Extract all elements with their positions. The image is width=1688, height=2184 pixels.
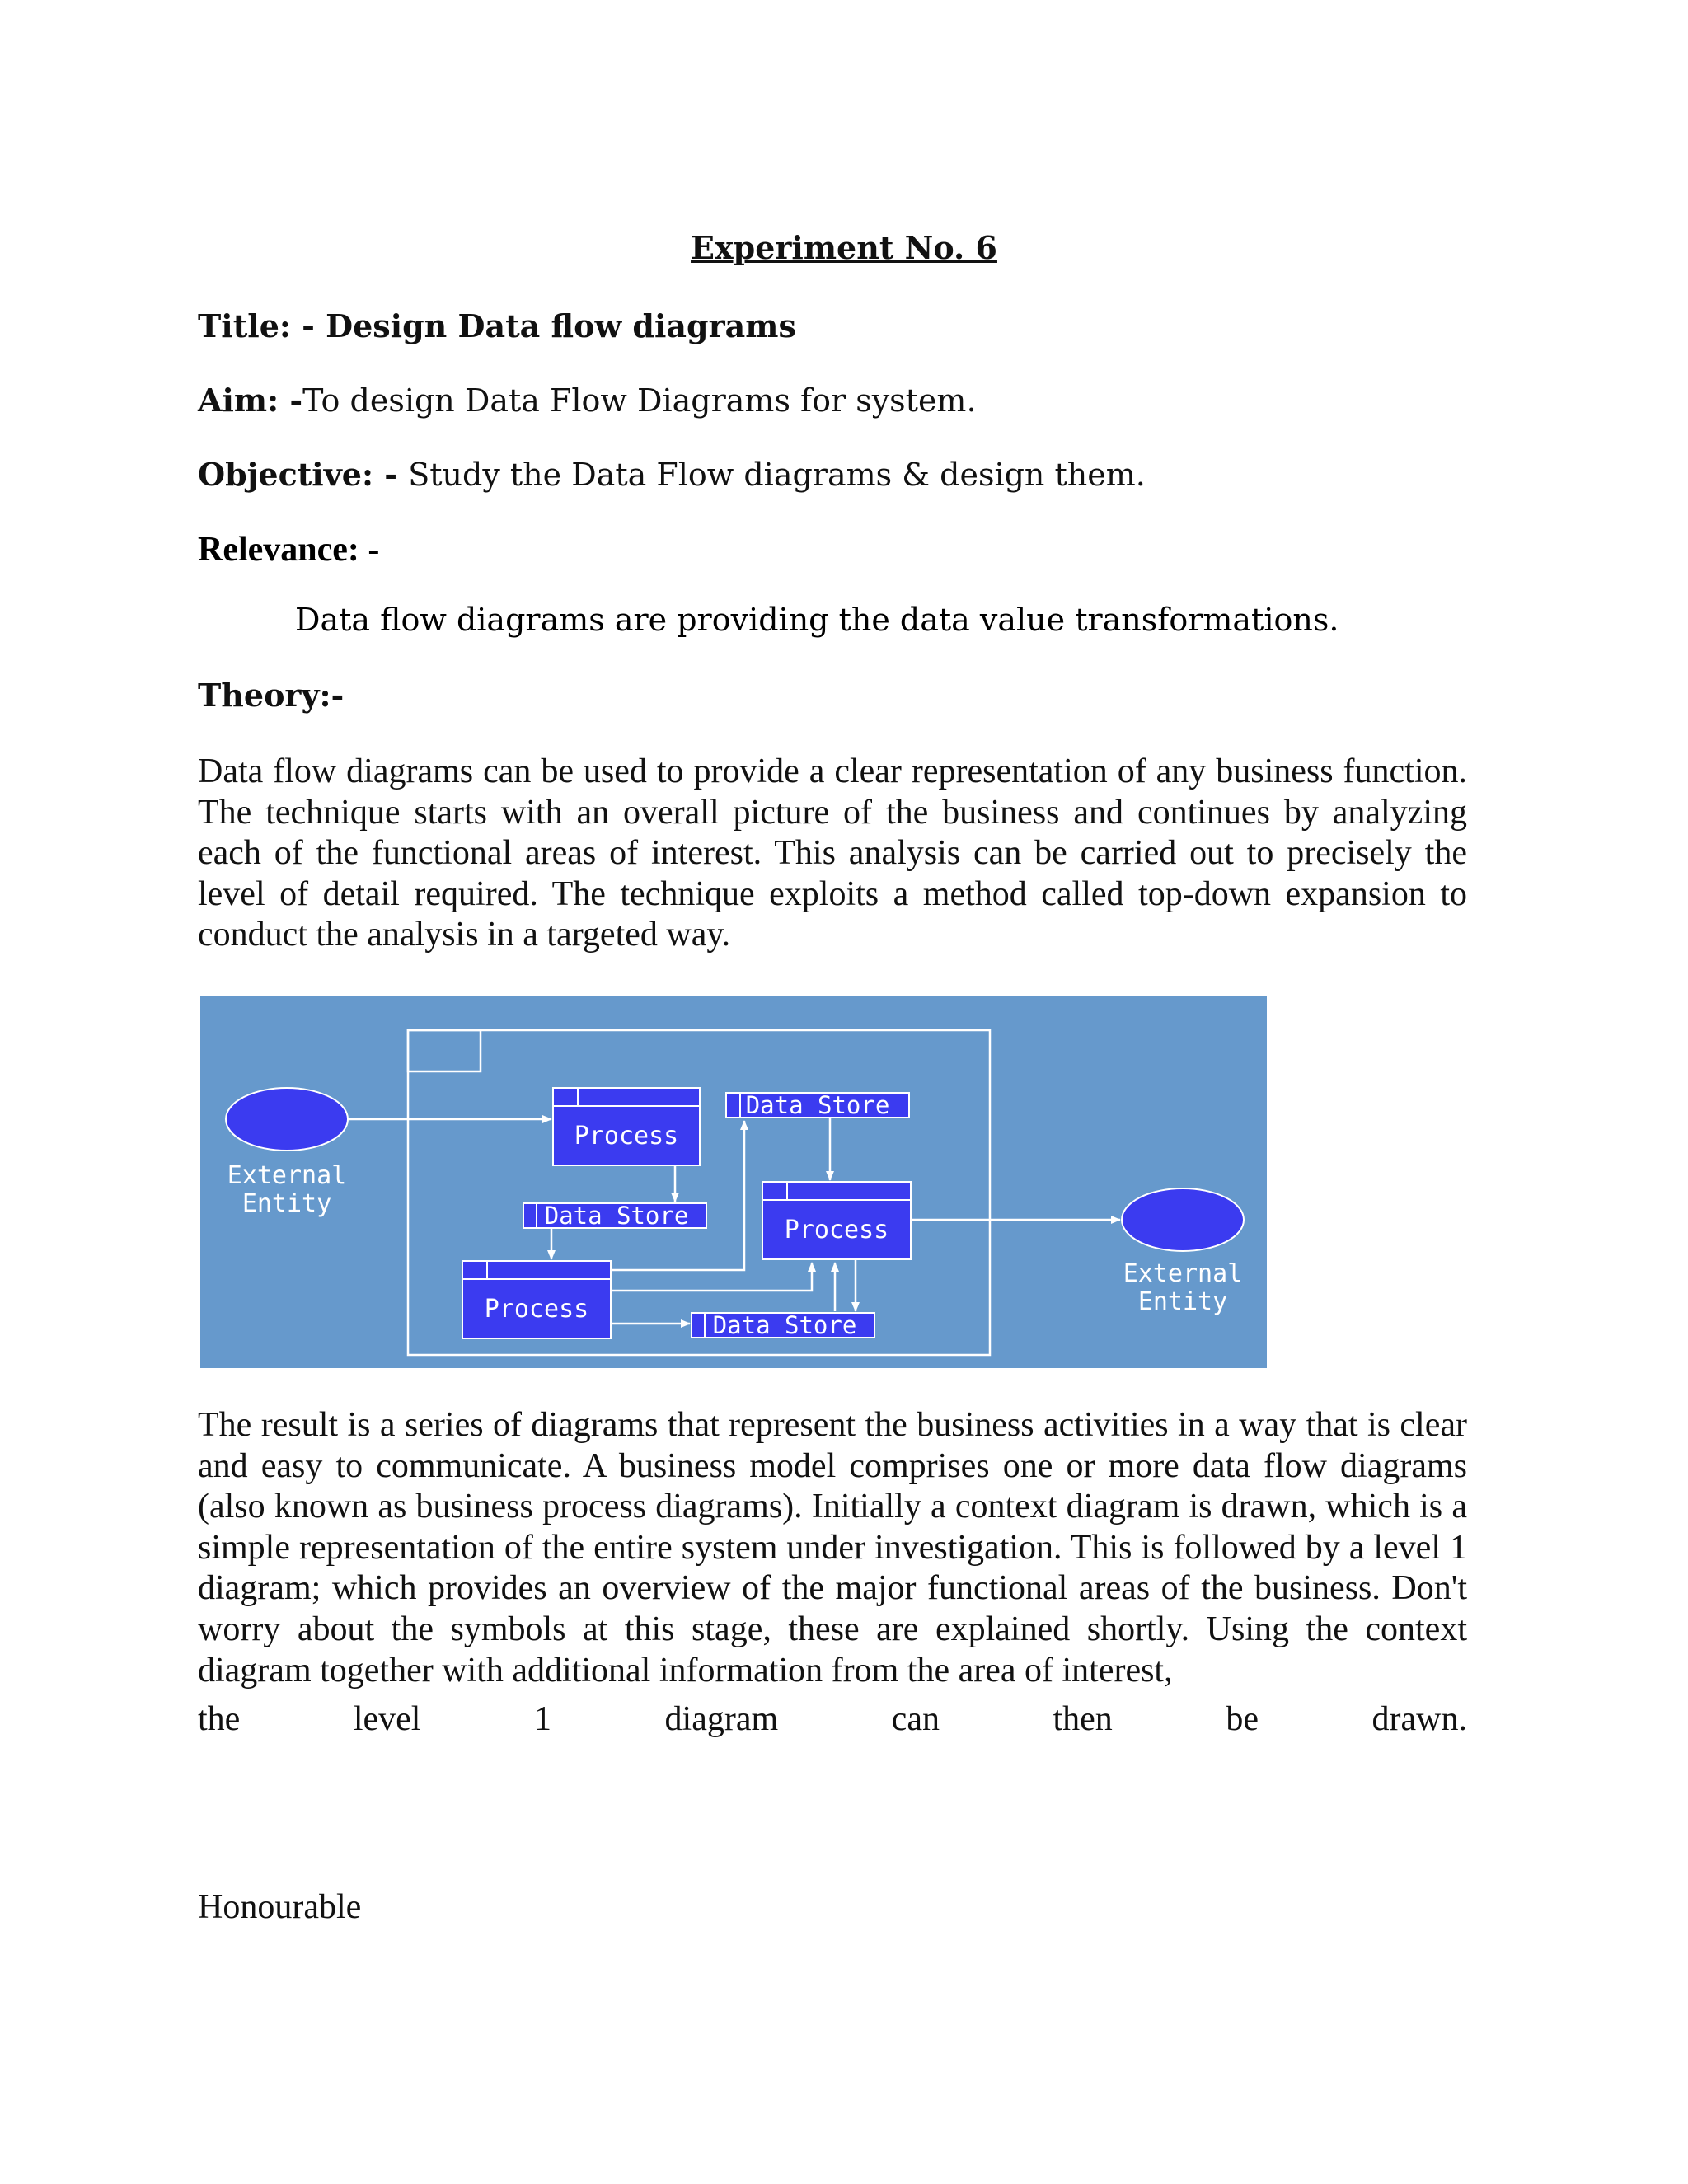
title-text: Design Data flow diagrams — [326, 307, 796, 344]
theory-paragraph-2: The result is a series of diagrams that represent the business activities in a way that is clear and easy to communicate. A business model comprises one or more data flow diagrams (also known as business process diagrams). Initially a context diagram is drawn, which is a simple representation of the entire system under investigation. This is followed by a level 1 diagram; which provides an overview of the major functional areas of the business. Don't worry about the symbols at this stage, these are explained shortly. Using the context diagram together with additional information from the area of interest, — [198, 1406, 1467, 1690]
theory-paragraph-1: Data flow diagrams can be used to provide a clear representation of any business function. The technique starts with an overall picture of the business and continues by analyzing each of the functional areas of interest. This analysis can be carried out to precisely the level of detail required. The technique exploits a method called top-down expansion to conduct the analysis in a targeted way. — [198, 752, 1467, 954]
title-line — [198, 307, 796, 346]
data-store-bottom — [692, 1311, 874, 1339]
external-entity-2-line1: External — [1123, 1259, 1243, 1288]
svg-text:Data Store: Data Store — [544, 1202, 689, 1230]
last-line-word: then — [1053, 1700, 1113, 1738]
experiment-heading: Experiment No. 6 — [691, 229, 997, 266]
data-store-middle — [523, 1202, 706, 1230]
last-line-word: can — [891, 1700, 940, 1738]
last-line-word: diagram — [664, 1700, 779, 1738]
svg-text:Process: Process — [484, 1295, 589, 1324]
title-label: Title: - — [198, 307, 326, 344]
process-3 — [462, 1261, 611, 1338]
data-flow-diagram — [200, 996, 1267, 1368]
data-store-top — [726, 1091, 909, 1119]
external-entity-1-line2: Entity — [241, 1189, 332, 1218]
theory-paragraph-2-last-line — [198, 1699, 1467, 1739]
svg-text:Data Store: Data Store — [712, 1311, 857, 1339]
external-entity-1-shape — [226, 1088, 348, 1151]
svg-text:Process: Process — [574, 1122, 679, 1151]
external-entity-1-line1: External — [227, 1161, 347, 1190]
last-line-word: drawn. — [1372, 1700, 1467, 1738]
process-1 — [553, 1088, 700, 1165]
last-line-word: the — [198, 1700, 241, 1738]
external-entity-2-line2: Entity — [1137, 1287, 1228, 1316]
aim-label: Aim: - — [198, 382, 303, 419]
external-entity-2-shape — [1122, 1188, 1244, 1251]
relevance-label: Relevance: - — [198, 531, 380, 569]
svg-text:Process: Process — [784, 1216, 889, 1244]
objective-text: Study the Data Flow diagrams & design them. — [408, 457, 1146, 493]
aim-line — [198, 381, 977, 420]
last-line-word: be — [1226, 1700, 1259, 1738]
svg-text:Data Store: Data Store — [745, 1091, 890, 1119]
aim-text: To design Data Flow Diagrams for system. — [302, 382, 977, 419]
theory-label: Theory:- — [198, 677, 345, 714]
objective-line — [198, 455, 1146, 494]
last-line-word: 1 — [534, 1700, 551, 1738]
footer-text: Honourable — [198, 1888, 362, 1926]
relevance-text: Data flow diagrams are providing the data value transformations. — [295, 602, 1339, 638]
objective-label: Objective: - — [198, 456, 409, 493]
process-2 — [762, 1182, 911, 1259]
last-line-word: level — [353, 1700, 421, 1738]
